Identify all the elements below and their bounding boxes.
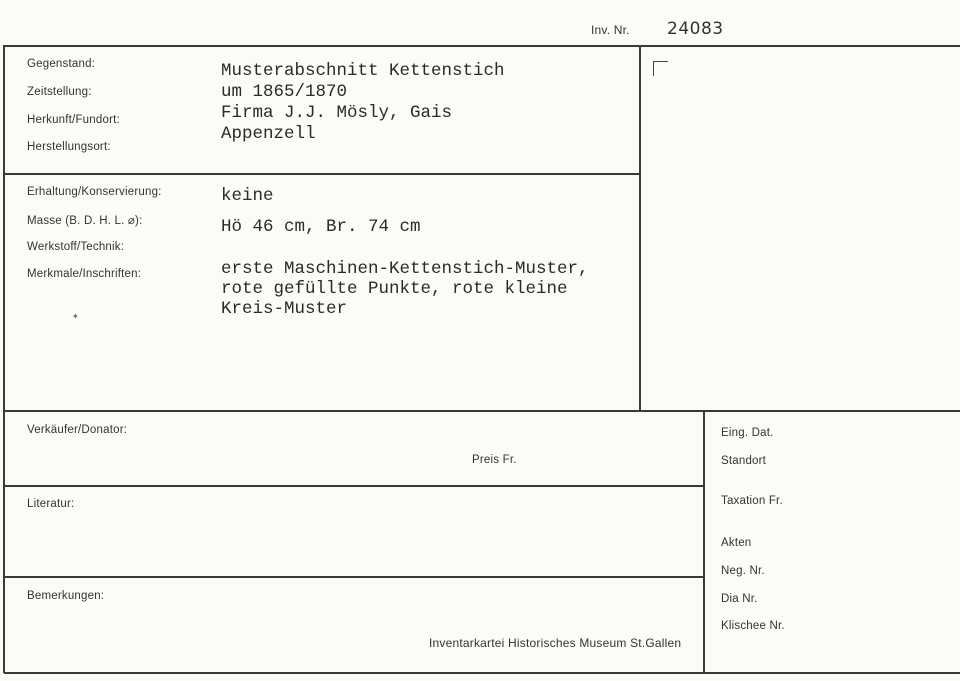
label-masse: Masse (B. D. H. L. ⌀): xyxy=(27,215,143,227)
value-herkunft: Firma J.J. Mösly, Gais xyxy=(221,103,453,123)
label-dia-nr: Dia Nr. xyxy=(721,593,758,605)
label-werkstoff: Werkstoff/Technik: xyxy=(27,241,125,253)
label-gegenstand: Gegenstand: xyxy=(27,58,96,70)
value-zeitstellung: um 1865/1870 xyxy=(221,82,348,102)
speck: ✦ xyxy=(72,312,79,321)
value-merkmale-1: erste Maschinen-Kettenstich-Muster, xyxy=(221,259,589,279)
label-eing-dat: Eing. Dat. xyxy=(721,427,774,439)
label-taxation: Taxation Fr. xyxy=(721,495,783,507)
vertical-divider-upper xyxy=(639,45,641,411)
top-rule xyxy=(4,45,960,47)
rule-verkaeufer-bottom xyxy=(4,485,704,487)
rule-section2-bottom xyxy=(4,410,960,412)
left-edge xyxy=(3,45,5,673)
label-literatur: Literatur: xyxy=(27,498,75,510)
inv-number: 24083 xyxy=(667,19,724,39)
label-akten: Akten xyxy=(721,537,752,549)
vertical-divider-lower xyxy=(703,410,705,673)
value-merkmale-2: rote gefüllte Punkte, rote kleine xyxy=(221,279,568,299)
label-neg-nr: Neg. Nr. xyxy=(721,565,765,577)
label-zeitstellung: Zeitstellung: xyxy=(27,86,92,98)
rule-literatur-bottom xyxy=(4,576,704,578)
rule-section1-bottom xyxy=(4,173,640,175)
label-merkmale: Merkmale/Inschriften: xyxy=(27,268,142,280)
label-erhaltung: Erhaltung/Konservierung: xyxy=(27,186,162,198)
rule-bottom xyxy=(4,672,960,674)
label-klischee-nr: Klischee Nr. xyxy=(721,620,785,632)
corner-mark xyxy=(653,61,668,76)
value-erhaltung: keine xyxy=(221,186,274,206)
label-standort: Standort xyxy=(721,455,767,467)
label-bemerkungen: Bemerkungen: xyxy=(27,590,105,602)
label-preis: Preis Fr. xyxy=(472,454,517,466)
value-masse: Hö 46 cm, Br. 74 cm xyxy=(221,217,421,237)
label-verkaeufer: Verkäufer/Donator: xyxy=(27,424,128,436)
value-gegenstand: Musterabschnitt Kettenstich xyxy=(221,61,505,81)
card-footer: Inventarkartei Historisches Museum St.Gallen xyxy=(429,636,682,650)
value-herkunft-2: Appenzell xyxy=(221,124,316,144)
inv-nr-label: Inv. Nr. xyxy=(591,23,630,37)
value-merkmale-3: Kreis-Muster xyxy=(221,299,348,319)
label-herstellungsort: Herstellungsort: xyxy=(27,141,111,153)
label-herkunft: Herkunft/Fundort: xyxy=(27,114,120,126)
